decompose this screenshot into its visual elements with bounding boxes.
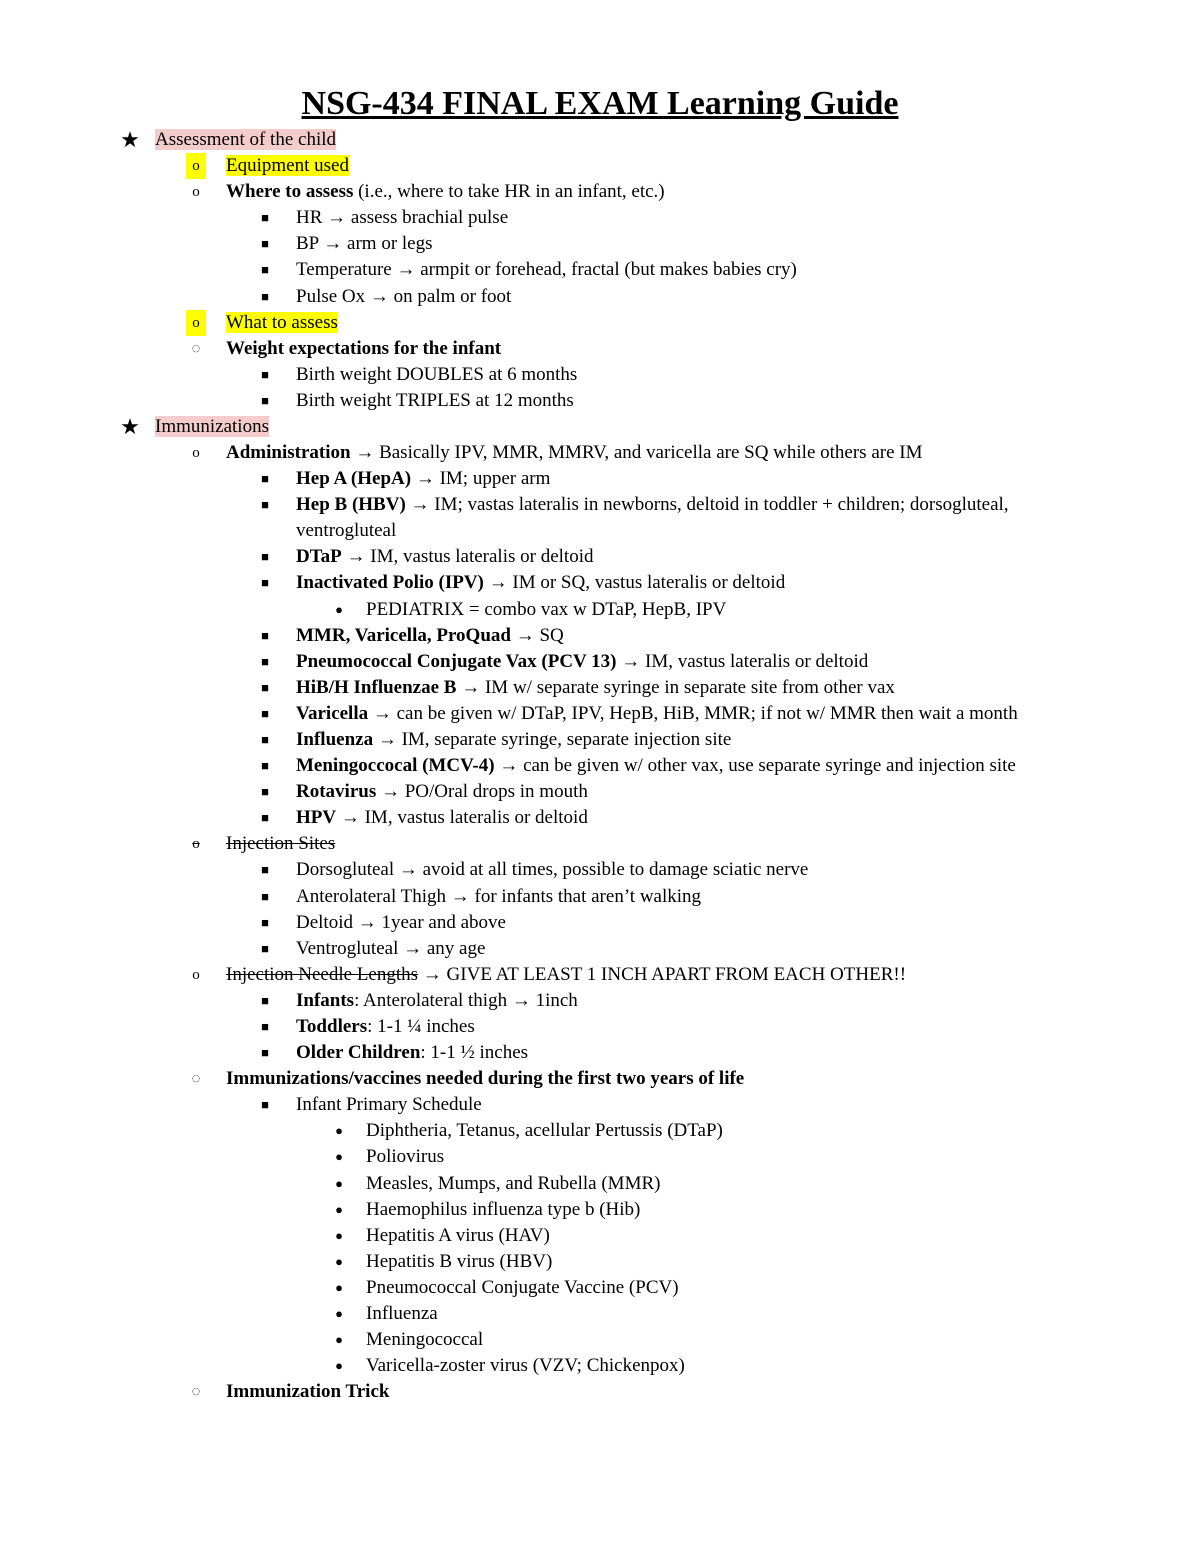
list-item-bold-text: HPV [296, 807, 337, 829]
square-bullet-icon: ■ [261, 888, 269, 904]
circle-bullet-icon: o [192, 184, 200, 201]
list-item-first-two-years [0, 1066, 1200, 1092]
list-item-bold-text: Varicella [296, 702, 369, 724]
list-item [0, 362, 1200, 388]
square-bullet-icon: ■ [261, 1045, 269, 1061]
square-bullet-icon: ■ [261, 575, 269, 591]
square-bullet-icon: ■ [261, 914, 269, 930]
section-heading-text: Assessment of the child [155, 129, 337, 150]
list-item [0, 544, 1200, 570]
list-item-bold-text: Administration [226, 442, 351, 464]
list-item [0, 623, 1200, 649]
square-bullet-icon: ■ [261, 810, 269, 826]
list-item [0, 1144, 1200, 1170]
section-heading-immunizations [0, 414, 1200, 440]
list-item-text: : 1-1 ¼ inches [367, 1016, 475, 1037]
dotted-circle-bullet-icon: ◌ [191, 340, 201, 357]
list-item [0, 388, 1200, 414]
list-item [0, 1301, 1200, 1327]
list-item-text: Poliovirus [366, 1146, 445, 1168]
list-item [0, 231, 1200, 257]
list-item-equipment-used [0, 153, 1200, 179]
list-item [0, 727, 1200, 753]
list-item-bold-text: Inactivated Polio (IPV) [296, 572, 484, 594]
dot-bullet-icon: ● [335, 1306, 343, 1322]
list-item-text: → IM, separate syringe, separate injection site [373, 728, 732, 750]
list-item-text: Pneumococcal Conjugate Vaccine (PCV) [366, 1276, 679, 1298]
square-bullet-icon: ■ [261, 236, 269, 252]
list-item-bold-text: HiB/H Influenzae B [296, 676, 457, 698]
dot-bullet-icon: ● [335, 1227, 343, 1243]
list-item [0, 1353, 1200, 1379]
list-item-struck-text: Injection Needle Lengths [226, 963, 419, 985]
list-item-immunization-trick [0, 1379, 1200, 1405]
list-item [0, 1249, 1200, 1275]
list-item-bold-text: MMR, Varicella, ProQuad [296, 624, 511, 646]
list-item [0, 466, 1200, 492]
list-item [0, 597, 1200, 623]
list-item-text: Deltoid → 1year and above [296, 911, 506, 933]
list-item-text: → IM, vastus lateralis or deltoid [341, 546, 594, 568]
list-item-needle-lengths [0, 962, 1200, 988]
list-item-text: Pulse Ox → on palm or foot [296, 285, 512, 307]
square-bullet-icon: ■ [261, 627, 269, 643]
list-item-text: Infant Primary Schedule [296, 1094, 482, 1116]
list-item-text: Equipment used [226, 155, 349, 177]
list-item [0, 701, 1200, 727]
list-item-bold-text: Influenza [296, 728, 374, 750]
list-item-bold-text: Older Children [296, 1042, 421, 1064]
list-item [0, 805, 1200, 831]
square-bullet-icon: ■ [261, 653, 269, 669]
circle-bullet-icon: o [186, 153, 206, 179]
list-item-text: Haemophilus influenza type b (Hib) [366, 1198, 641, 1220]
list-item-text: Birth weight DOUBLES at 6 months [296, 363, 578, 385]
list-item-text: : Anterolateral thigh → 1inch [354, 989, 578, 1011]
list-item [0, 492, 1200, 544]
list-item-text: Ventrogluteal → any age [296, 937, 486, 959]
star-bullet-icon: ★ [120, 127, 140, 152]
list-item-where-to-assess [0, 179, 1200, 205]
list-item-text: → IM, vastus lateralis or deltoid [616, 650, 869, 672]
list-item [0, 675, 1200, 701]
list-item-bold-text: Toddlers [296, 1016, 368, 1037]
list-item [0, 649, 1200, 675]
list-item-what-to-assess [0, 310, 1200, 336]
list-item-text: → IM, vastus lateralis or deltoid [336, 807, 588, 829]
square-bullet-icon: ■ [261, 679, 269, 695]
list-item-text: Hepatitis A virus (HAV) [366, 1224, 550, 1246]
dot-bullet-icon: ● [335, 1279, 343, 1295]
list-item-bold-text: Where to assess [226, 181, 354, 203]
list-item-text: → can be given w/ other vax, use separate syringe and injection site [494, 755, 1016, 777]
dot-bullet-icon: ● [335, 1332, 343, 1348]
list-item-text: Varicella-zoster virus (VZV; Chickenpox) [366, 1355, 685, 1377]
list-item-text: Temperature → armpit or forehead, fractal (but makes babies cry) [296, 259, 797, 281]
circle-bullet-icon: o [192, 966, 200, 983]
list-item [0, 1197, 1200, 1223]
square-bullet-icon: ■ [261, 366, 269, 382]
list-item-text: Influenza [366, 1303, 438, 1325]
list-item-text: → IM or SQ, vastus lateralis or deltoid [483, 572, 786, 594]
square-bullet-icon: ■ [261, 392, 269, 408]
circle-bullet-icon: o [192, 445, 200, 462]
list-item-text: → IM; upper arm [411, 468, 551, 490]
list-item-bold-text: Rotavirus [296, 781, 377, 803]
dot-bullet-icon: ● [335, 601, 343, 617]
list-item-text: → GIVE AT LEAST 1 INCH APART FROM EACH OTHER!! [418, 963, 907, 985]
list-item [0, 1327, 1200, 1353]
list-item-text: Dorsogluteal → avoid at all times, possible to damage sciatic nerve [296, 859, 809, 881]
square-bullet-icon: ■ [261, 549, 269, 565]
dot-bullet-icon: ● [335, 1253, 343, 1269]
list-item-text: → SQ [510, 624, 564, 646]
list-item [0, 1223, 1200, 1249]
list-item [0, 779, 1200, 805]
list-item-text: Diphtheria, Tetanus, acellular Pertussis (DTaP) [366, 1120, 723, 1142]
square-bullet-icon: ■ [261, 471, 269, 487]
list-item-text: What to assess [226, 311, 338, 333]
dot-bullet-icon: ● [335, 1123, 343, 1139]
list-item-text: → Basically IPV, MMR, MMRV, and varicella are SQ while others are IM [350, 442, 923, 464]
list-item-text: : 1-1 ½ inches [420, 1042, 529, 1064]
list-item-text: Birth weight TRIPLES at 12 months [296, 389, 574, 411]
dotted-circle-bullet-icon: ◌ [191, 1071, 201, 1088]
square-bullet-icon: ■ [261, 758, 269, 774]
list-item [0, 1040, 1200, 1066]
list-item [0, 1014, 1200, 1040]
square-bullet-icon: ■ [261, 784, 269, 800]
list-item-weight-expectations [0, 336, 1200, 362]
list-item-text: Injection Sites [226, 833, 336, 855]
list-item [0, 570, 1200, 596]
list-item-bold-text: Meningoccocal (MCV-4) [296, 755, 495, 777]
list-item-bold-text: Hep A (HepA) [296, 468, 412, 490]
square-bullet-icon: ■ [261, 497, 269, 513]
square-bullet-icon: ■ [261, 992, 269, 1008]
square-bullet-icon: ■ [261, 862, 269, 878]
circle-bullet-icon: o [186, 310, 206, 336]
list-item-text: Weight expectations for the infant [226, 337, 502, 359]
square-bullet-icon: ■ [261, 262, 269, 278]
list-item [0, 284, 1200, 310]
list-item [0, 257, 1200, 283]
list-item-bold-text: Hep B (HBV) [296, 494, 406, 516]
square-bullet-icon: ■ [261, 705, 269, 721]
document-title: NSG-434 FINAL EXAM Learning Guide [301, 85, 899, 122]
list-item [0, 1171, 1200, 1197]
section-heading-text: Immunizations [155, 416, 269, 438]
circle-bullet-icon: o [192, 836, 200, 853]
list-item [0, 910, 1200, 936]
list-item-text: Meningococcal [366, 1329, 484, 1351]
star-bullet-icon: ★ [120, 414, 140, 440]
list-item-text: → can be given w/ DTaP, IPV, HepB, HiB, MMR; if not w/ MMR then wait a month [368, 702, 1018, 724]
dot-bullet-icon: ● [335, 1175, 343, 1191]
list-item-bold-text: Infants [296, 989, 355, 1011]
square-bullet-icon: ■ [261, 940, 269, 956]
list-item [0, 1275, 1200, 1301]
list-item-text: Hepatitis B virus (HBV) [366, 1250, 553, 1272]
list-item-text: (i.e., where to take HR in an infant, etc.) [353, 181, 665, 203]
dot-bullet-icon: ● [335, 1201, 343, 1217]
list-item [0, 1118, 1200, 1144]
list-item [0, 1092, 1200, 1118]
document-body [0, 127, 1200, 1405]
dot-bullet-icon: ● [335, 1358, 343, 1374]
list-item [0, 205, 1200, 231]
list-item-text: → IM w/ separate syringe in separate site from other vax [456, 676, 895, 698]
list-item [0, 753, 1200, 779]
list-item [0, 884, 1200, 910]
list-item-text: → PO/Oral drops in mouth [376, 781, 588, 803]
list-item-text: Immunization Trick [226, 1381, 390, 1403]
list-item [0, 988, 1200, 1014]
list-item [0, 936, 1200, 962]
square-bullet-icon: ■ [261, 288, 269, 304]
list-item [0, 857, 1200, 883]
list-item-text: PEDIATRIX = combo vax w DTaP, HepB, IPV [366, 598, 727, 620]
list-item-text: HR → assess brachial pulse [296, 207, 509, 229]
section-heading-assessment [0, 127, 1200, 153]
square-bullet-icon: ■ [261, 1019, 269, 1034]
dotted-circle-bullet-icon: ◌ [191, 1384, 201, 1401]
square-bullet-icon: ■ [261, 1097, 269, 1113]
list-item-text: → IM; vastas lateralis in newborns, deltoid in toddler + children; dorsogluteal, ventrogluteal [296, 494, 1009, 542]
list-item-bold-text: DTaP [296, 546, 342, 568]
square-bullet-icon: ■ [261, 731, 269, 747]
list-item-bold-text: Pneumococcal Conjugate Vax (PCV 13) [296, 650, 617, 672]
dot-bullet-icon: ● [335, 1149, 343, 1165]
list-item-text: Measles, Mumps, and Rubella (MMR) [366, 1172, 661, 1194]
list-item-text: BP → arm or legs [296, 233, 433, 255]
square-bullet-icon: ■ [261, 210, 269, 226]
list-item-text: Immunizations/vaccines needed during the first two years of life [226, 1068, 745, 1090]
list-item-text: Anterolateral Thigh → for infants that aren’t walking [296, 885, 702, 907]
list-item-injection-sites [0, 831, 1200, 857]
list-item-administration [0, 440, 1200, 466]
